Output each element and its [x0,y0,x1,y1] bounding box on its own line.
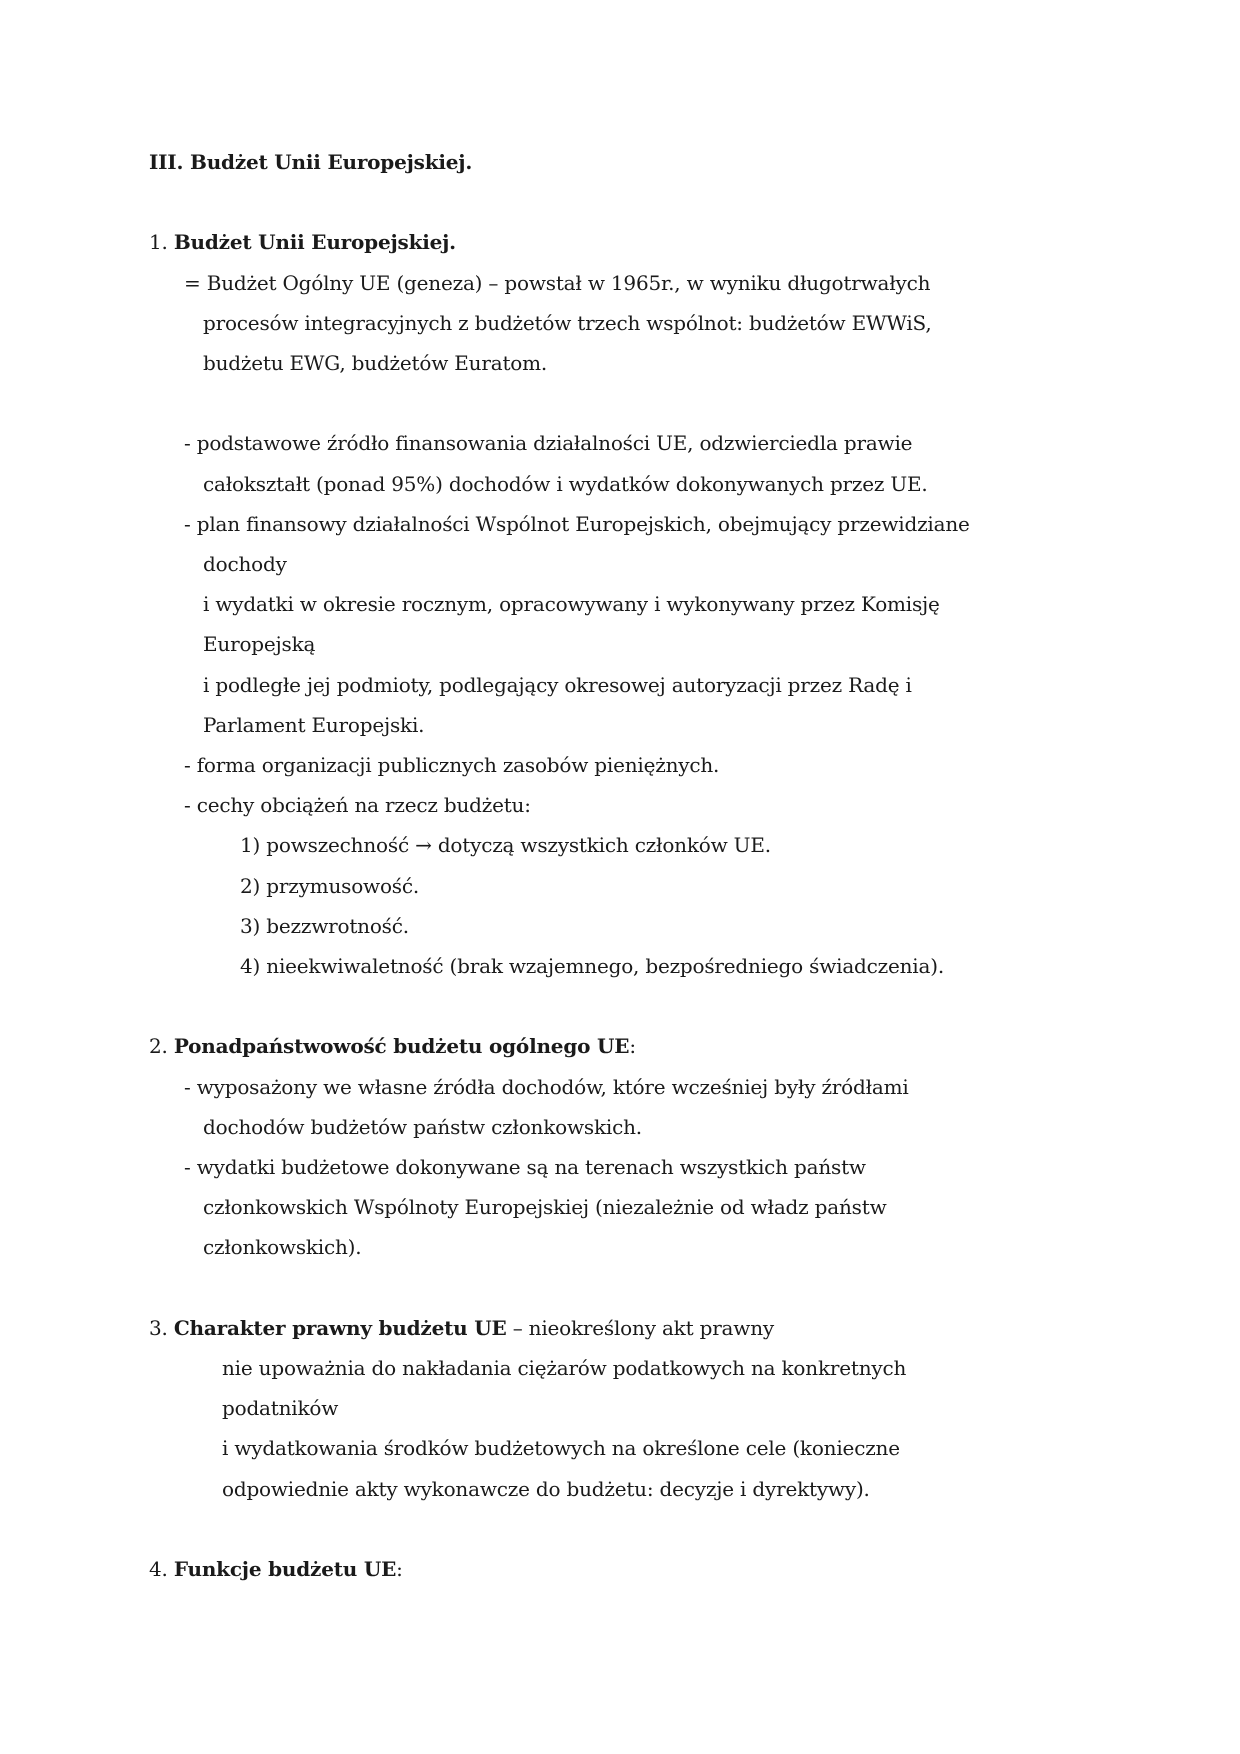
text: Parlament Europejski. [203,712,425,737]
text: Europejską [203,632,316,657]
text-line [222,1475,870,1503]
text: całokształt (ponad 95%) dochodów i wydatków dokonywanych przez UE. [203,471,928,496]
text: - podstawowe źródło finansowania działalności UE, odzwierciedla prawie [184,431,913,456]
text-line [203,309,932,337]
text: - wyposażony we własne źródła dochodów, które wcześniej były źródłami [184,1074,909,1099]
text-line [203,711,424,739]
bold-text: Funkcje budżetu UE [173,1557,397,1581]
text: 4) nieekwiwaletność (brak wzajemnego, bezpośredniego świadczenia). [240,954,944,978]
text: 1. [149,230,174,255]
text: 2) przymusowość. [240,873,420,898]
text: : [396,1557,403,1581]
text-line [184,269,930,297]
bold-text: Charakter prawny budżetu UE [173,1315,507,1340]
text: 4. [149,1557,174,1581]
text: - wydatki budżetowe dokonywane są na terenach wszystkich państw [184,1155,866,1179]
text: odpowiednie akty wykonawcze do budżetu: decyzje i dyrektywy). [222,1476,870,1501]
text-line [222,1394,338,1422]
section-heading [149,1555,403,1583]
text-line [203,1113,642,1141]
text-line [222,1434,900,1462]
text: – nieokreślony akt prawny [506,1315,774,1340]
text: i wydatki w okresie rocznym, opracowywany i wykonywany przez Komisję [203,592,940,617]
text-line [184,1073,909,1101]
section-heading [149,1032,636,1060]
text: nie upoważnia do nakładania ciężarów podatkowych na konkretnych [222,1356,907,1380]
text: = Budżet Ogólny UE (geneza) – powstał w 1965r., w wyniku długotrwałych [184,270,931,295]
text: : [629,1034,636,1059]
bold-text: Budżet Unii Europejskiej. [173,230,456,255]
text-line [184,510,970,538]
text: 1) powszechność → dotyczą wszystkich członków UE. [240,833,771,858]
text-line [203,1193,887,1221]
text-line [203,550,287,578]
text-line [203,349,547,377]
text-line [203,671,912,699]
document-heading [149,148,472,176]
text: podatników [222,1396,339,1421]
text: budżetu EWG, budżetów Euratom. [203,351,548,375]
section-heading [149,228,456,256]
text-line [222,1354,906,1382]
text-line [203,1233,361,1261]
bold-text: Ponadpaństwowość budżetu ogólnego UE [173,1034,630,1059]
text-line [240,872,419,900]
text: dochodów budżetów państw członkowskich. [203,1114,642,1139]
text: 3) bezzwrotność. [240,913,409,938]
text-line [184,429,912,457]
text-line [184,751,719,779]
text: 2. [149,1034,174,1059]
text: - plan finansowy działalności Wspólnot Europejskich, obejmujący przewidziane [184,511,970,536]
text-line [240,912,409,940]
text-line [240,831,771,859]
text-line [184,791,531,819]
text: 3. [149,1315,174,1340]
text: procesów integracyjnych z budżetów trzech wspólnot: budżetów EWWiS, [203,310,932,335]
bold-text: III. Budżet Unii Europejskiej. [149,150,473,174]
text-line [203,630,315,658]
text-line [184,1153,866,1181]
text: - cechy obciążeń na rzecz budżetu: [184,793,531,818]
text-line [203,590,940,618]
text: - forma organizacji publicznych zasobów pieniężnych. [184,753,720,777]
text: dochody [203,552,287,576]
text: członkowskich). [203,1235,362,1260]
text: i wydatkowania środków budżetowych na określone cele (konieczne [222,1436,900,1461]
text-line [203,470,928,498]
text: członkowskich Wspólnoty Europejskiej (niezależnie od władz państw [203,1195,887,1220]
text: i podległe jej podmioty, podlegający okresowej autoryzacji przez Radę i [203,672,912,697]
section-heading [149,1314,774,1342]
text-line [240,952,944,980]
